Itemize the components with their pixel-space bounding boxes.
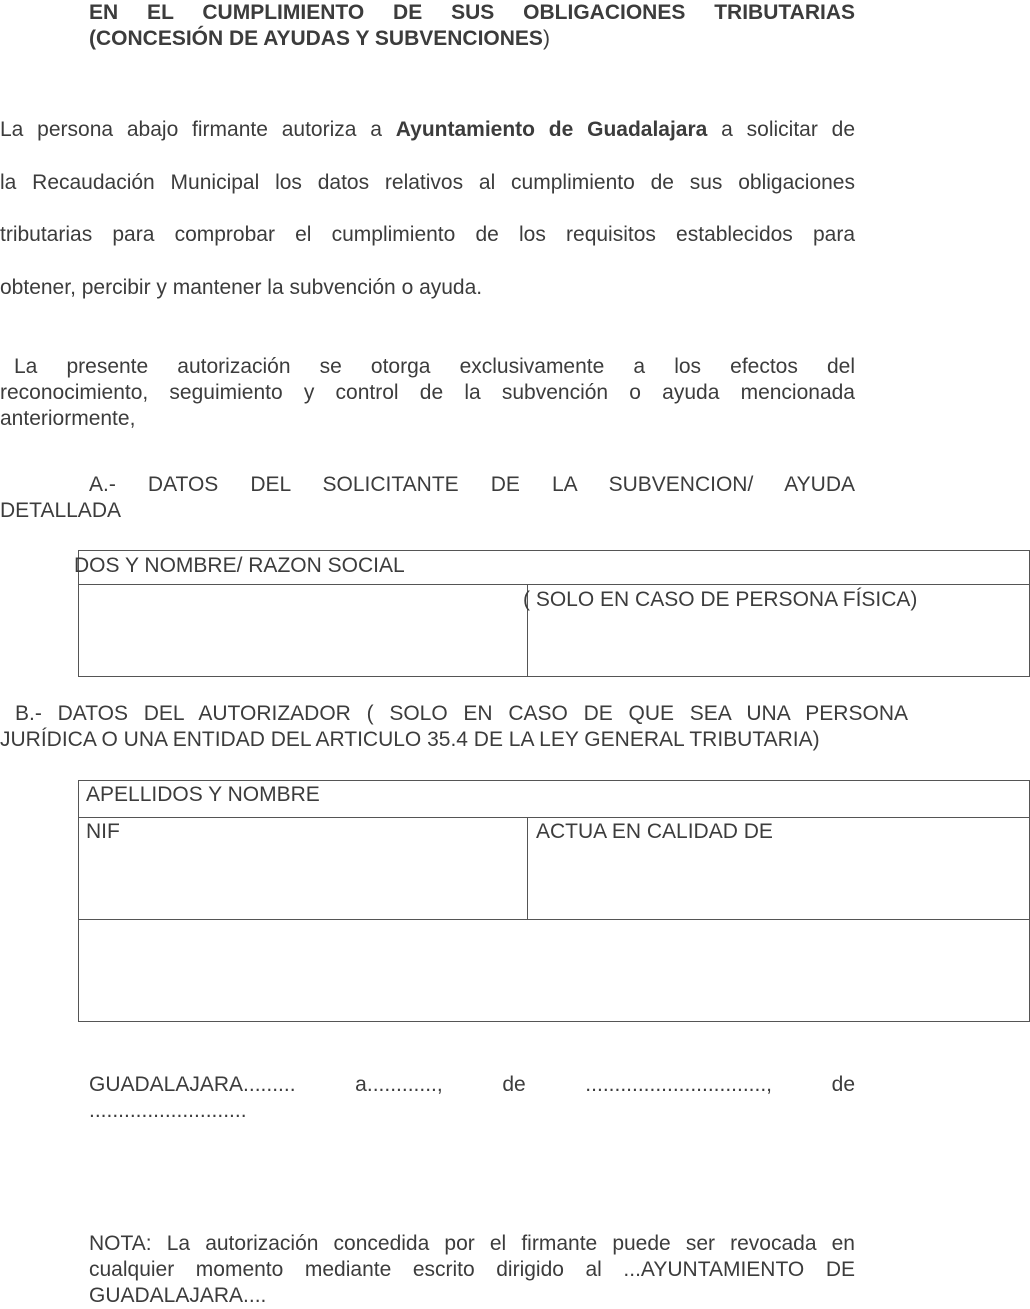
scope-line-3: anteriormente, — [0, 407, 136, 430]
date-place-line — [89, 1072, 855, 1124]
section-b-line-2: JURÍDICA O UNA ENTIDAD DEL ARTICULO 35.4 DE LA LEY GENERAL TRIBUTARIA) — [0, 728, 820, 751]
authorization-line-1-start: La persona abajo firmante autoriza a — [0, 118, 396, 141]
section-a-line-1: A.- DATOS DEL SOLICITANTE DE LA SUBVENCION/ AYUDA — [89, 473, 855, 496]
authorization-line-1-end: a solicitar de — [707, 118, 855, 141]
authorizer-nif-label: NIF — [86, 820, 120, 843]
note-line-1: NOTA: La autorización concedida por el firmante puede ser revocada en — [89, 1232, 855, 1255]
note-line-2: cualquier momento mediante escrito dirigido al ...AYUNTAMIENTO DE — [89, 1258, 855, 1281]
scope-line-1: La presente autorización se otorga exclusivamente a los efectos del — [14, 355, 855, 378]
authorizer-table-divider-1 — [79, 817, 1029, 818]
authorizer-table-column-divider — [527, 817, 528, 919]
title-line-1: EN EL CUMPLIMIENTO DE SUS OBLIGACIONES TRIBUTARIAS — [89, 1, 855, 24]
authorization-line-3: tributarias para comprobar el cumplimiento de los requisitos establecidos para — [0, 223, 855, 246]
authorizer-table — [78, 780, 1030, 1022]
revocation-note — [89, 1231, 855, 1309]
applicant-table-divider — [79, 584, 1029, 585]
authorizer-capacity-label: ACTUA EN CALIDAD DE — [536, 820, 773, 843]
authorization-line-1 — [0, 104, 855, 157]
title-line-2-text: (CONCESIÓN DE AYUDAS Y SUBVENCIONES — [89, 27, 543, 50]
authorization-paragraph — [0, 104, 855, 314]
section-b-line-1: B.- DATOS DEL AUTORIZADOR ( SOLO EN CASO DE QUE SEA UNA PERSONA — [15, 702, 908, 725]
section-a-line-2: DETALLADA — [0, 499, 121, 522]
authorization-line-2: la Recaudación Municipal los datos relativos al cumplimiento de sus obligaciones — [0, 170, 855, 194]
applicant-name-label: DOS Y NOMBRE/ RAZON SOCIAL — [74, 554, 405, 577]
authorizer-name-label: APELLIDOS Y NOMBRE — [86, 783, 320, 806]
date-line-2: ........................... — [89, 1099, 247, 1122]
applicant-nif-field[interactable] — [81, 587, 521, 673]
date-line-1: GUADALAJARA......... a............, de ..............................., de — [89, 1073, 855, 1096]
note-line-3: GUADALAJARA.... — [89, 1284, 267, 1307]
authorized-entity: Ayuntamiento de Guadalajara — [395, 118, 708, 141]
section-b-heading — [0, 701, 908, 753]
authorization-line-4: obtener, percibir y mantener la subvención o ayuda. — [0, 275, 483, 299]
title-close-paren: ) — [542, 27, 550, 50]
document-title — [89, 0, 855, 52]
authorizer-table-divider-2 — [79, 919, 1029, 920]
section-a-heading — [0, 472, 855, 524]
applicant-table — [74, 550, 1030, 677]
scope-paragraph — [0, 354, 855, 432]
physical-person-label: ( SOLO EN CASO DE PERSONA FÍSICA) — [523, 588, 918, 611]
scope-line-2: reconocimiento, seguimiento y control de la subvención o ayuda mencionada — [0, 381, 855, 404]
title-line-2 — [89, 26, 855, 52]
